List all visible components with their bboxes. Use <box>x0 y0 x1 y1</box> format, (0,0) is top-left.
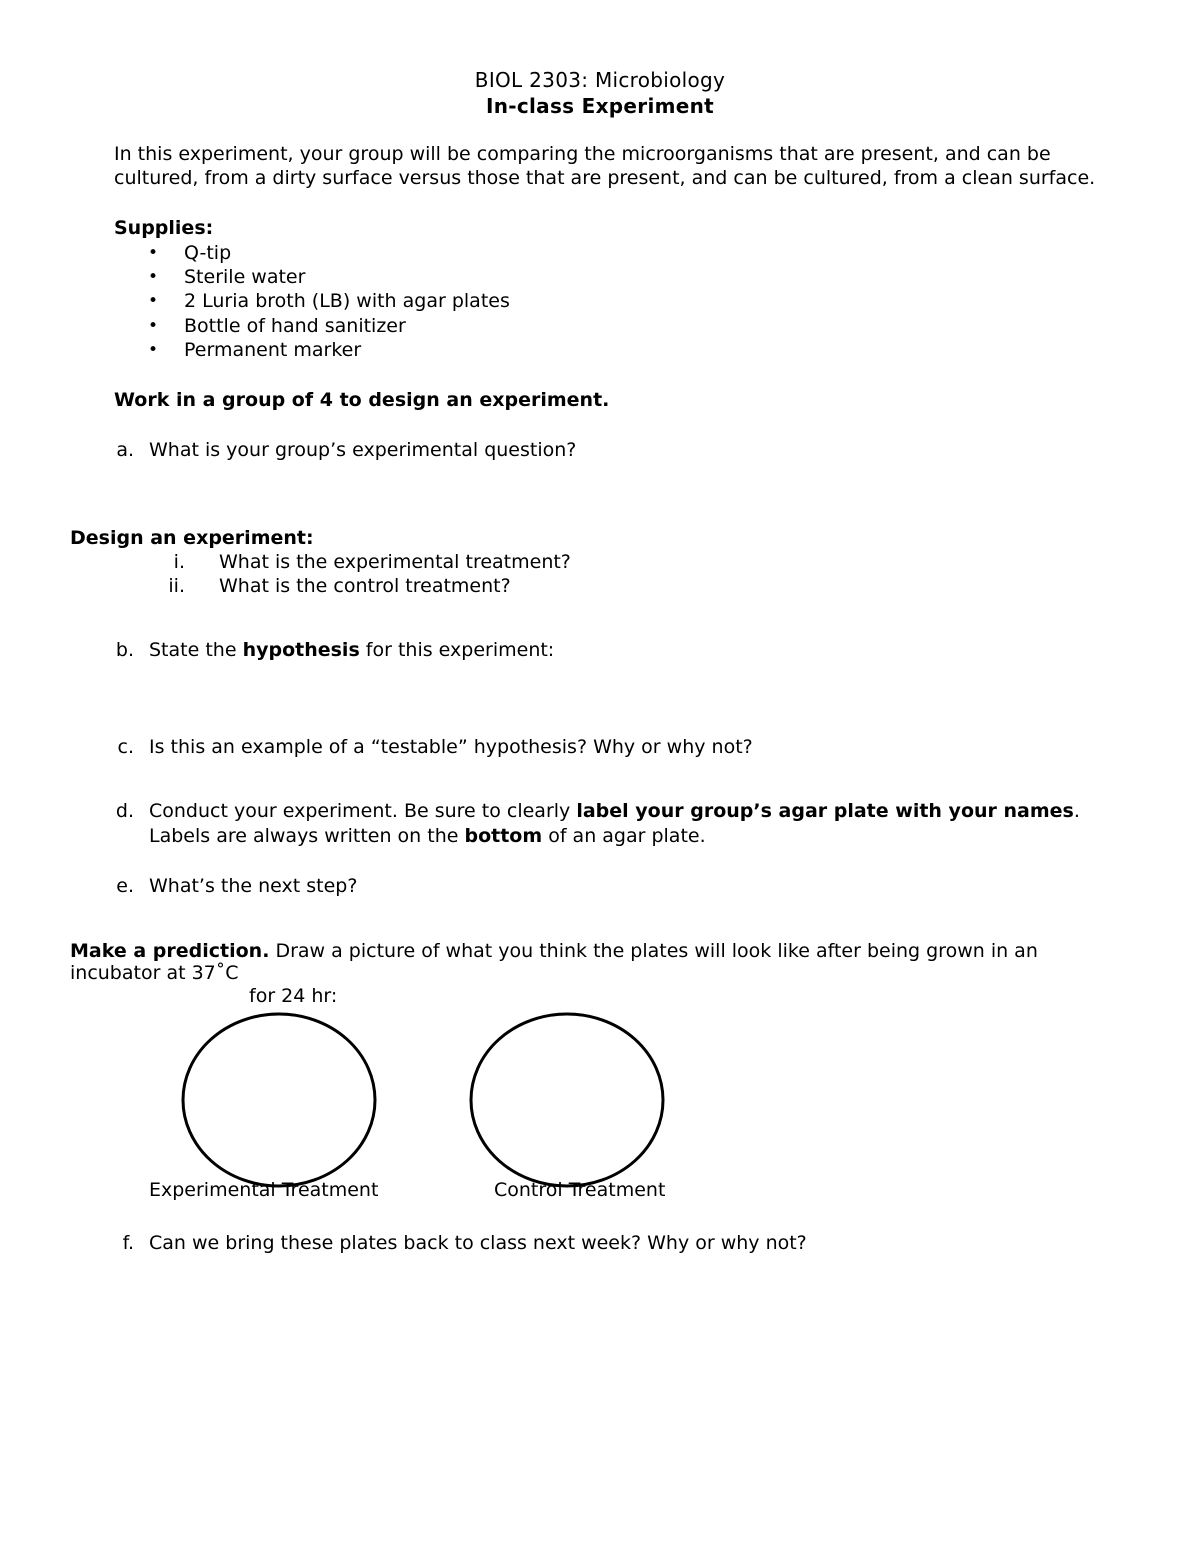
question-f-marker: f. <box>122 1232 134 1254</box>
question-b-after: for this experiment: <box>359 639 555 661</box>
label-instruction: label your group’s agar plate with your names <box>576 800 1074 822</box>
course-title: BIOL 2303: Microbiology <box>474 68 726 92</box>
page-subtitle: In-class Experiment <box>485 94 715 118</box>
experimental-plate-circle <box>183 1014 375 1186</box>
question-d-line-1-after: . <box>1073 800 1080 822</box>
design-item-marker: ii. <box>168 575 185 597</box>
control-plate-circle <box>471 1014 663 1186</box>
supply-item: 2 Luria broth (LB) with agar plates <box>184 290 510 312</box>
prediction-line-2: incubator at 37˚C <box>70 962 239 984</box>
question-c-marker: c. <box>117 736 134 758</box>
bullet-icon: • <box>147 291 159 311</box>
bullet-icon: • <box>147 243 159 263</box>
group-instruction: Work in a group of 4 to design an experiment. <box>114 389 610 411</box>
bottom-term: bottom <box>464 825 543 847</box>
question-d-line-1-before: Conduct your experiment. Be sure to clearly <box>149 800 577 822</box>
prediction-heading: Make a prediction. <box>70 940 270 962</box>
question-b-marker: b. <box>115 639 134 661</box>
design-heading: Design an experiment: <box>70 527 314 549</box>
question-e-text: What’s the next step? <box>149 875 358 897</box>
intro-line-2: cultured, from a dirty surface versus those that are present, and can be cultured, from a clean surface. <box>114 167 1096 189</box>
supply-item: Sterile water <box>184 266 306 288</box>
experimental-treatment-label: Experimental Treatment <box>149 1179 379 1201</box>
design-item-marker: i. <box>173 551 185 573</box>
supply-item: Permanent marker <box>184 339 362 361</box>
prediction-line-3: for 24 hr: <box>249 985 338 1007</box>
intro-line-1: In this experiment, your group will be comparing the microorganisms that are present, and can be <box>114 143 1051 165</box>
hypothesis-term: hypothesis <box>242 639 360 661</box>
question-d-line-2-before: Labels are always written on the <box>149 825 465 847</box>
supply-item: Bottle of hand sanitizer <box>184 315 406 337</box>
question-b-before: State the <box>149 639 243 661</box>
control-treatment-label: Control Treatment <box>494 1179 666 1201</box>
question-d-line-2-after: of an agar plate. <box>542 825 706 847</box>
prediction-text: Draw a picture of what you think the plates will look like after being grown in an <box>269 940 1038 962</box>
question-f-text: Can we bring these plates back to class next week? Why or why not? <box>149 1232 807 1254</box>
question-d-marker: d. <box>115 800 134 822</box>
bullet-icon: • <box>147 267 159 287</box>
question-a-text: What is your group’s experimental question? <box>149 439 577 461</box>
bullet-icon: • <box>147 316 159 336</box>
question-c-text: Is this an example of a “testable” hypothesis? Why or why not? <box>149 736 753 758</box>
design-item-experimental: What is the experimental treatment? <box>219 551 571 573</box>
supplies-heading: Supplies: <box>114 217 214 239</box>
bullet-icon: • <box>147 340 159 360</box>
design-item-control: What is the control treatment? <box>219 575 511 597</box>
question-e-marker: e. <box>116 875 134 897</box>
question-a-marker: a. <box>116 439 134 461</box>
supply-item: Q-tip <box>184 242 232 264</box>
